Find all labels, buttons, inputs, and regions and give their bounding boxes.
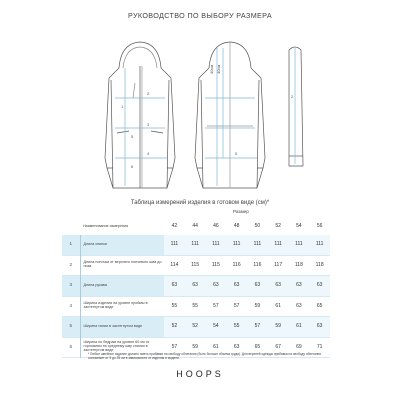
drawing-labels xyxy=(121,65,294,169)
row-value: 117 xyxy=(274,261,283,268)
row-measure-name: Длина спинки xyxy=(80,235,164,255)
table-row xyxy=(62,296,330,317)
row-measure-name: Длина полочки от верхнего плечевого шва до низа xyxy=(83,260,162,269)
row-measure-name: Ширина по бедрам на уровне 60 см от горловины по среднему шву спинки в застегнутом виде xyxy=(83,340,150,353)
row-value: 111 xyxy=(268,235,289,255)
drawing-label-3: 3 xyxy=(147,122,150,127)
row-value: 63 xyxy=(226,276,247,297)
row-value: 63 xyxy=(296,302,302,309)
row-value: 57 xyxy=(233,302,240,309)
header-size: 46 xyxy=(213,223,219,230)
row-value: 61 xyxy=(213,343,219,350)
row-value: 61 xyxy=(289,317,310,338)
table-row xyxy=(62,235,330,255)
row-value: 57 xyxy=(213,302,219,309)
footnote: * Любое швейное изделие должно иметь прибавки на свободу облегания (быть больше объема груди). Для верхней одежды прибавка на свободу облегания составляет от 5 до 25 см в зависимости от изделия и модели. xyxy=(88,352,322,361)
row-number: 3 xyxy=(62,276,80,297)
technical-drawing xyxy=(95,38,310,198)
row-value: 111 xyxy=(206,235,227,255)
row-value: 57 xyxy=(247,317,268,338)
row-measure-name: Ширина талии в застегнутом виде xyxy=(80,317,164,338)
row-number: 1 xyxy=(62,235,80,255)
row-value: 57 xyxy=(171,343,178,350)
row-value: 63 xyxy=(289,276,310,297)
row-value: 63 xyxy=(185,276,206,297)
row-value: 65 xyxy=(316,302,323,309)
drawing-label-6: 6 xyxy=(131,164,134,169)
row-value: 63 xyxy=(206,276,227,297)
table-header-row xyxy=(62,219,330,235)
row-value: 67 xyxy=(275,343,281,350)
row-measure-name: Длина рукава xyxy=(80,276,164,297)
row-value: 63 xyxy=(164,276,185,297)
row-number: 5 xyxy=(62,317,80,338)
row-number: 6 xyxy=(62,337,80,358)
row-value: 55 xyxy=(226,317,247,338)
row-value: 63 xyxy=(233,343,240,350)
header-size: 52 xyxy=(275,223,281,230)
back-view-drawing xyxy=(195,42,265,188)
row-value: 111 xyxy=(185,235,206,255)
row-value: 111 xyxy=(226,235,247,255)
row-value: 111 xyxy=(289,235,310,255)
row-value: 118 xyxy=(294,261,303,268)
front-view-drawing xyxy=(105,42,175,188)
row-value: 63 xyxy=(309,276,330,297)
row-value: 111 xyxy=(309,235,330,255)
row-value: 115 xyxy=(211,261,220,268)
row-value: 55 xyxy=(171,302,178,309)
row-value: 115 xyxy=(191,261,200,268)
drawing-label-40cm-a: 40см xyxy=(209,64,214,74)
row-number: 2 xyxy=(62,255,80,276)
row-measure-name: Ширина изделия на уровне проймы в застегнутом виде xyxy=(83,301,148,310)
header-size: 50 xyxy=(254,223,261,230)
drawing-label-1: 1 xyxy=(121,104,124,109)
row-value: 59 xyxy=(192,343,198,350)
table-title: Таблица измерений изделия в готовом виде (см)* xyxy=(130,200,270,206)
row-value: 63 xyxy=(268,276,289,297)
drawing-label-sleeve: 2 xyxy=(291,94,294,99)
drawing-label-40cm-b: 40см xyxy=(216,64,221,74)
row-number: 4 xyxy=(62,296,80,317)
drawing-label-4: 4 xyxy=(147,151,150,156)
drawing-label-2: 2 xyxy=(147,91,150,96)
row-value: 111 xyxy=(247,235,268,255)
drawing-label-5: 5 xyxy=(131,134,134,139)
row-value: 63 xyxy=(247,276,268,297)
row-value: 116 xyxy=(253,261,262,268)
row-value: 52 xyxy=(185,317,206,338)
row-value: 59 xyxy=(254,302,261,309)
header-size: 54 xyxy=(296,223,302,230)
row-value: 116 xyxy=(232,261,241,268)
page-title: РУКОВОДСТВО ПО ВЫБОРУ РАЗМЕРА xyxy=(128,11,272,20)
row-value: 69 xyxy=(296,343,302,350)
row-value: 63 xyxy=(309,317,330,338)
row-value: 114 xyxy=(170,261,179,268)
header-size: 56 xyxy=(316,223,323,230)
header-size: 48 xyxy=(233,223,240,230)
table-row xyxy=(62,276,330,297)
sleeve-view-drawing xyxy=(289,47,303,166)
table-row xyxy=(62,317,330,338)
header-size: 44 xyxy=(192,223,198,230)
table-row xyxy=(62,255,330,276)
drawing-label-back-5: 5 xyxy=(235,151,238,156)
size-header-label: Размер xyxy=(233,209,249,214)
row-value: 71 xyxy=(316,343,323,350)
row-value: 65 xyxy=(254,343,261,350)
row-value: 118 xyxy=(315,261,324,268)
header-spacer xyxy=(62,219,80,235)
row-value: 111 xyxy=(164,235,185,255)
brand-logo: HOOPS xyxy=(176,369,224,379)
row-value: 55 xyxy=(192,302,198,309)
header-measure-name: Наименование измерения xyxy=(83,224,129,229)
row-value: 54 xyxy=(206,317,227,338)
row-value: 61 xyxy=(275,302,281,309)
row-value: 52 xyxy=(164,317,185,338)
header-size: 42 xyxy=(171,223,178,230)
size-table xyxy=(62,219,330,358)
row-value: 59 xyxy=(268,317,289,338)
